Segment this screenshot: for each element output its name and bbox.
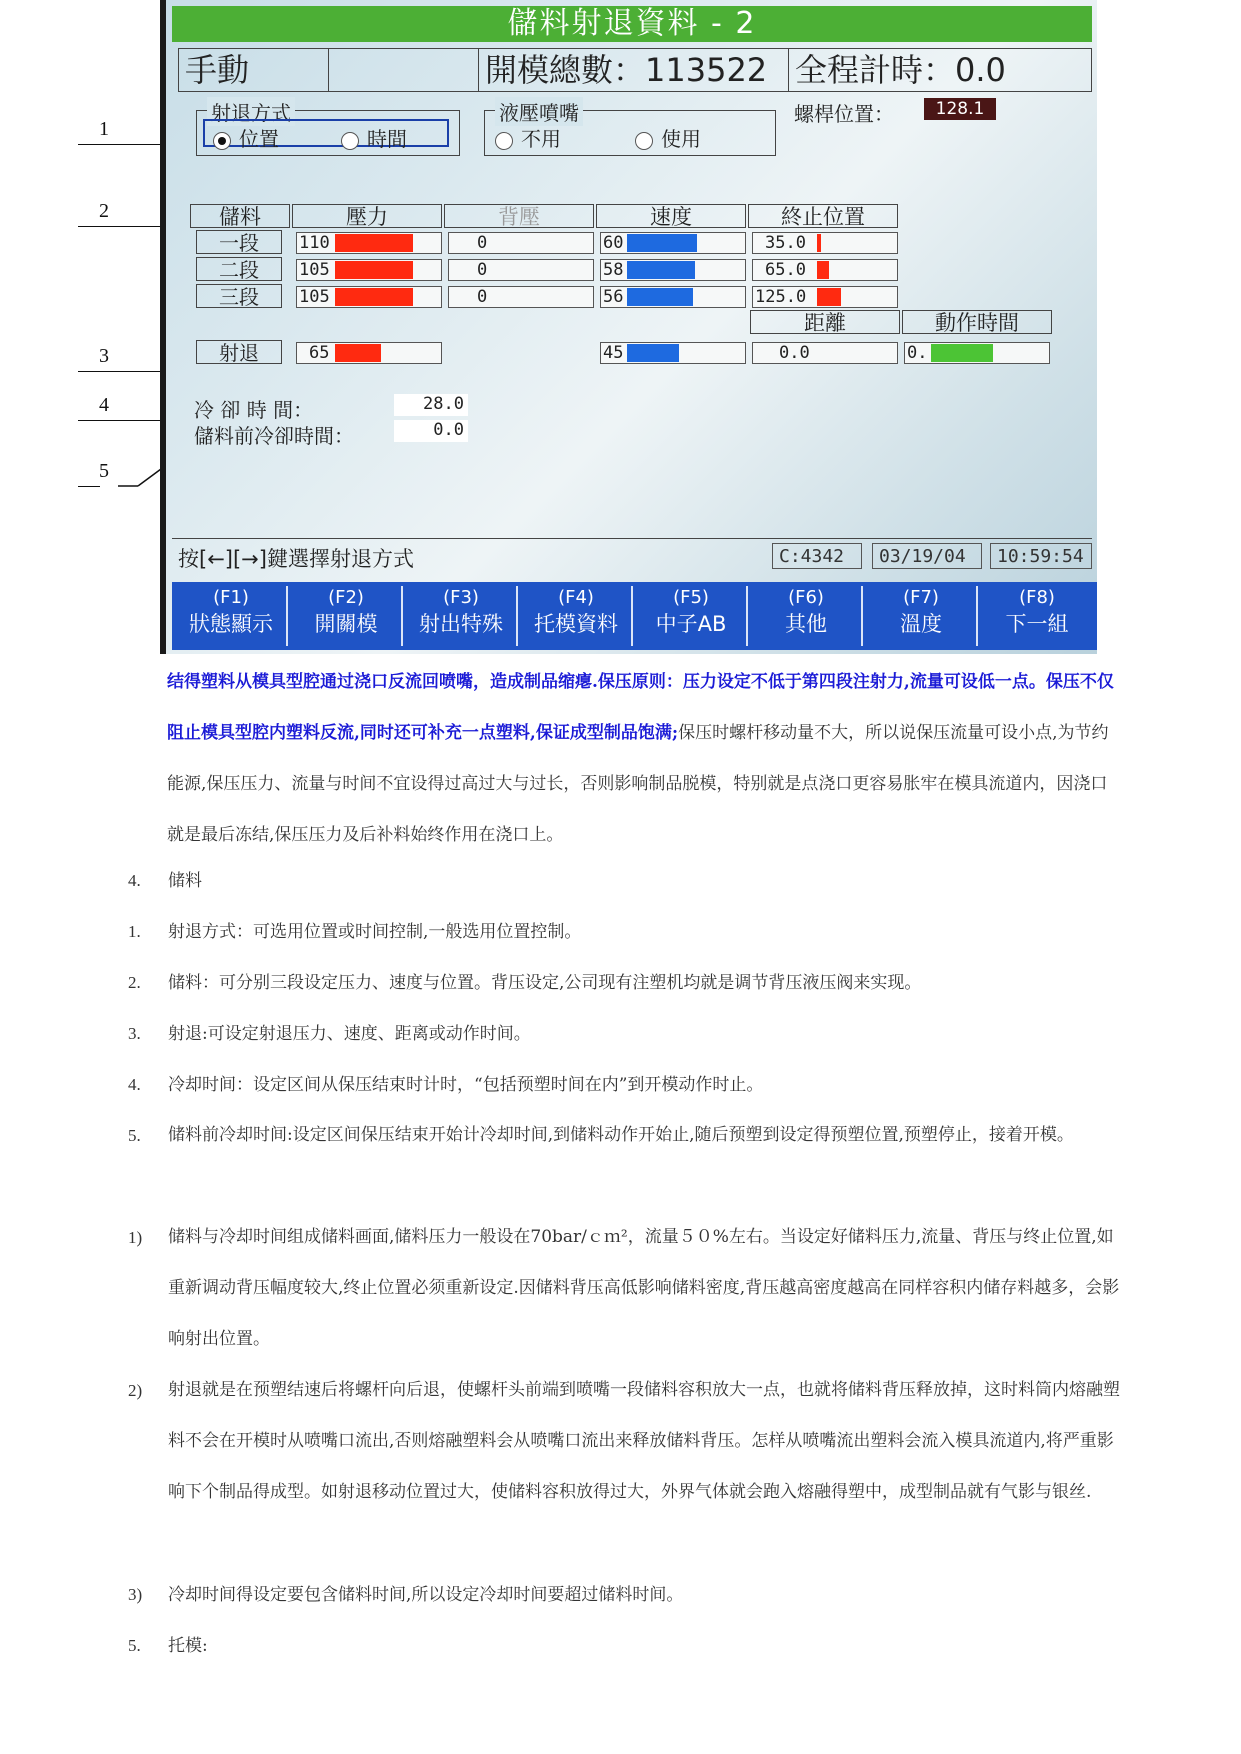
row-label: 一段 xyxy=(196,230,282,254)
radio-position[interactable]: 位置 xyxy=(213,123,279,152)
pressure-bar xyxy=(335,344,381,362)
row-label: 三段 xyxy=(196,284,282,308)
back-pressure-field[interactable]: 0 xyxy=(448,259,594,281)
screen-title: 儲料射退資料 - 2 xyxy=(172,6,1092,42)
radio-dot xyxy=(213,132,231,150)
f1-key[interactable]: (F1) 狀態顯示 xyxy=(176,586,288,646)
f4-key[interactable]: (F4) 托模資料 xyxy=(521,586,633,646)
end-position-field[interactable]: 35.0 xyxy=(752,232,898,254)
radio-nozzle-off[interactable]: 不用 xyxy=(495,123,561,152)
speed-field[interactable]: 45 xyxy=(600,342,746,364)
radio-nozzle-on[interactable]: 使用 xyxy=(635,123,701,152)
retract-mode-selector[interactable] xyxy=(203,119,449,151)
back-pressure-field[interactable]: 0 xyxy=(448,286,594,308)
pre-cooling-field[interactable]: 0.0 xyxy=(394,420,468,442)
pressure-field[interactable]: 105 xyxy=(296,286,442,308)
end-position-field[interactable]: 65.0 xyxy=(752,259,898,281)
end-position-bar xyxy=(817,288,841,306)
header-storage: 儲料 xyxy=(190,204,290,228)
f7-key[interactable]: (F7) 溫度 xyxy=(866,586,978,646)
hint-text: 按[←][→]鍵選擇射退方式 xyxy=(178,547,414,571)
pressure-bar xyxy=(335,261,413,279)
cycle-timer: 全程計時：0.0 xyxy=(795,51,1006,89)
f3-key[interactable]: (F3) 射出特殊 xyxy=(406,586,518,646)
speed-bar xyxy=(627,261,695,279)
function-key-bar xyxy=(172,582,1097,650)
hint-bar xyxy=(172,538,1092,573)
status-row xyxy=(178,48,1092,92)
header-end-position: 終止位置 xyxy=(748,204,898,228)
end-position-field[interactable]: 125.0 xyxy=(752,286,898,308)
distance-field[interactable]: 0.0 xyxy=(752,342,898,364)
pressure-field[interactable]: 65 xyxy=(296,342,442,364)
cooling-time-field[interactable]: 28.0 xyxy=(394,394,468,416)
screw-position-value: 128.1 xyxy=(924,98,996,120)
mode-indicator: 手動 xyxy=(179,49,329,91)
callout-line xyxy=(78,486,100,487)
radio-dot xyxy=(495,132,513,150)
status-blank xyxy=(329,49,479,91)
speed-bar xyxy=(627,344,679,362)
f5-key[interactable]: (F5) 中子AB xyxy=(636,586,748,646)
cooling-time-label: 冷 卻 時 間： xyxy=(194,398,314,422)
end-position-bar xyxy=(817,261,829,279)
end-position-bar xyxy=(817,234,821,252)
back-pressure-field[interactable]: 0 xyxy=(448,232,594,254)
pressure-field[interactable]: 105 xyxy=(296,259,442,281)
counter: C:4342 xyxy=(772,543,862,569)
time: 10:59:54 xyxy=(990,543,1092,569)
header-back-pressure: 背壓 xyxy=(444,204,594,228)
header-pressure: 壓力 xyxy=(292,204,442,228)
header-distance: 距離 xyxy=(750,310,900,334)
f6-key[interactable]: (F6) 其他 xyxy=(751,586,863,646)
nozzle-group: 液壓噴嘴 不用 使用 xyxy=(484,110,776,156)
screw-position-label: 螺桿位置： xyxy=(794,102,894,126)
speed-field[interactable]: 60 xyxy=(600,232,746,254)
date: 03/19/04 xyxy=(872,543,982,569)
machine-screen-photo xyxy=(160,0,1097,654)
header-speed: 速度 xyxy=(596,204,746,228)
f2-key[interactable]: (F2) 開關模 xyxy=(291,586,403,646)
row-label: 射退 xyxy=(196,340,282,364)
pressure-field[interactable]: 110 xyxy=(296,232,442,254)
pressure-bar xyxy=(335,288,413,306)
pre-cooling-label: 儲料前冷卻時間： xyxy=(194,424,354,448)
retract-mode-group: 射退方式 位置 時間 xyxy=(196,110,460,156)
radio-dot xyxy=(341,132,359,150)
f8-key[interactable]: (F8) 下一組 xyxy=(1005,587,1069,636)
mold-count: 開模總數：113522 xyxy=(479,49,789,91)
radio-dot xyxy=(635,132,653,150)
action-time-field[interactable]: 0. xyxy=(904,342,1050,364)
speed-field[interactable]: 58 xyxy=(600,259,746,281)
speed-bar xyxy=(627,288,693,306)
pressure-bar xyxy=(335,234,413,252)
speed-field[interactable]: 56 xyxy=(600,286,746,308)
header-action-time: 動作時間 xyxy=(902,310,1052,334)
paragraph-holding-pressure: 结得塑料从模具型腔通过浇口反流回喷嘴，造成制品缩瘪.保压原则：压力设定不低于第四段注射力,流量可设低一点。保压不仅阻止模具型腔内塑料反流,同时还可补充一点塑料,保证成型制品饱满;保压时螺杆移动量不大，所以说保压流量可设小点,为节约能源,保压压力、流量与时间不宜设得过高过大与过长，否则影响制品脱模，特别就是点浇口更容易胀牢在模具流道内，因浇口就是最后冻结,保压压力及后补料始终作用在浇口上。 xyxy=(167,672,1114,845)
row-label: 二段 xyxy=(196,257,282,281)
speed-bar xyxy=(627,234,697,252)
time-bar xyxy=(931,344,993,362)
radio-time[interactable]: 時間 xyxy=(341,123,407,152)
